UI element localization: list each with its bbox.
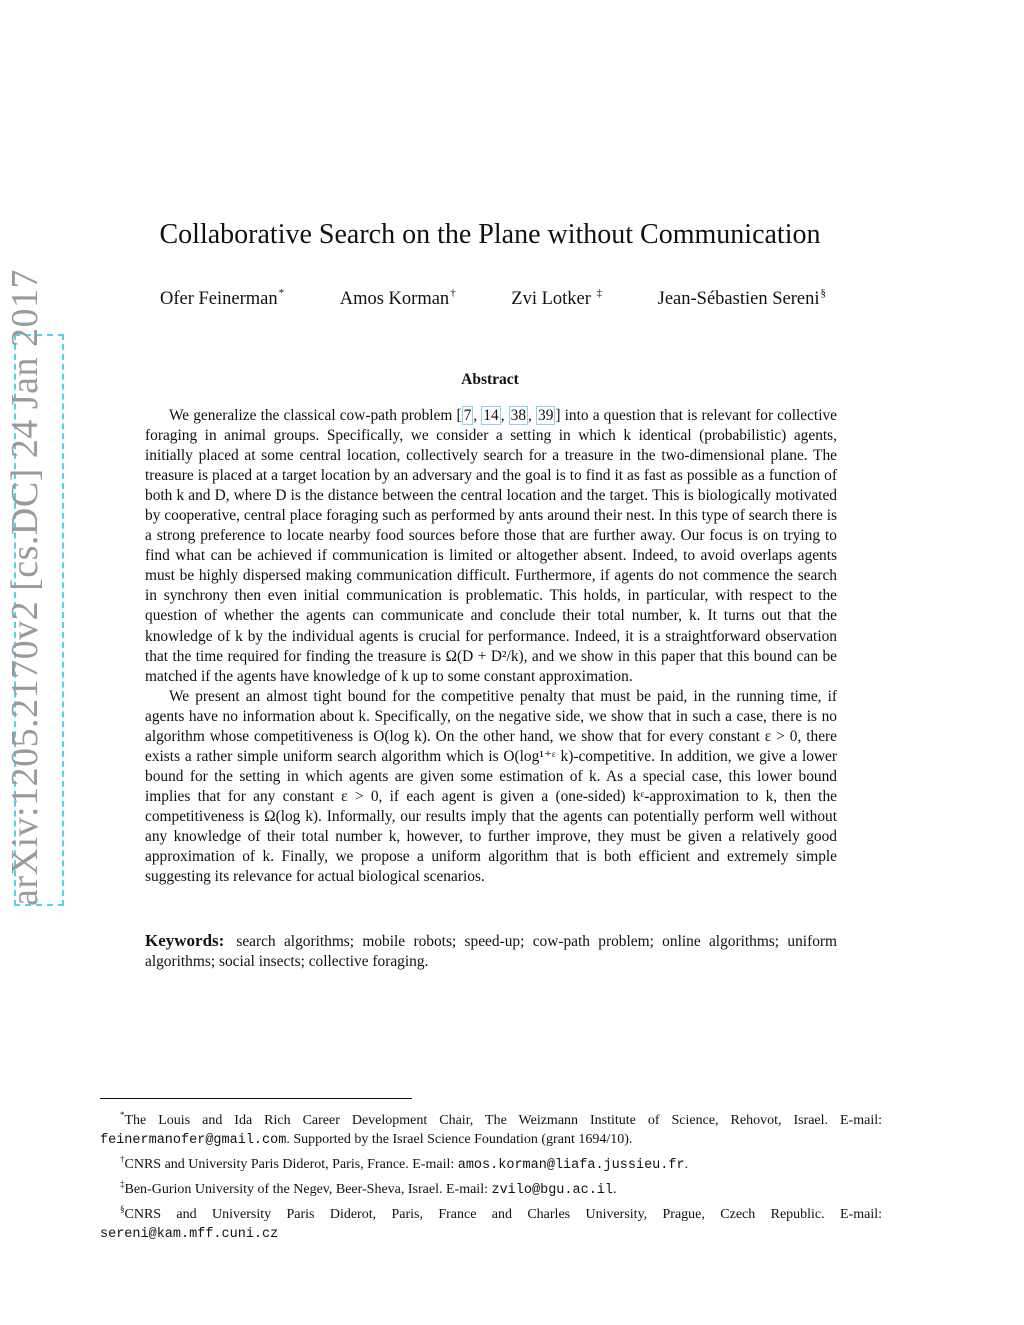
author: Zvi Lotker ‡ bbox=[511, 287, 603, 309]
keywords-label: Keywords: bbox=[145, 931, 225, 950]
email-link[interactable]: feinermanofer@gmail.com bbox=[100, 1133, 287, 1148]
author-list bbox=[100, 287, 880, 310]
citation-link[interactable]: 7 bbox=[463, 407, 472, 424]
author: Ofer Feinerman* bbox=[160, 287, 285, 309]
keywords-text: search algorithms; mobile robots; speed-up; cow-path problem; online algorithms; uniform algorithms; social insects; collective foraging. bbox=[145, 933, 837, 970]
arxiv-stamp: arXiv:1205.2170v2 [cs.DC] 24 Jan 2017 bbox=[4, 269, 46, 906]
footnote: †CNRS and University Paris Diderot, Paris, France. E-mail: amos.korman@liafa.jussieu.fr. bbox=[120, 1154, 689, 1173]
paper-title: Collaborative Search on the Plane without Communication bbox=[159, 219, 821, 250]
footnote-rule bbox=[100, 1098, 412, 1099]
email-link[interactable]: sereni@kam.mff.cuni.cz bbox=[100, 1227, 279, 1242]
email-link[interactable]: amos.korman@liafa.jussieu.fr bbox=[457, 1158, 685, 1173]
citation-link[interactable]: 14 bbox=[483, 407, 499, 424]
citation-link[interactable]: 38 bbox=[510, 407, 527, 424]
footnote: *The Louis and Ida Rich Career Development Chair, The Weizmann Institute of Science, Rehovot, Israel. E-mail: feinermanofer@gmail.com. Supported by the Israel Science Foundation (grant 1694/10). bbox=[100, 1110, 882, 1148]
author: Amos Korman† bbox=[339, 287, 456, 309]
footnote: ‡Ben-Gurion University of the Negev, Beer-Sheva, Israel. E-mail: zvilo@bgu.ac.il. bbox=[120, 1179, 617, 1198]
abstract-heading: Abstract bbox=[461, 371, 519, 388]
abstract-body bbox=[145, 406, 837, 887]
author: Jean-Sébastien Sereni§ bbox=[657, 287, 826, 309]
abstract-paragraph: We generalize the classical cow-path problem [ 7 , 14 , 38 , 39 ] into a question that is relevant for collective foraging in animal groups. Specifically, we consider a setting in which k identical (probabilistic) agents, initially placed at some central location, collectively search for a treasure in the two-dimensional plane. The treasure is placed at a target location by an adversary and the goal is to find it as fast as possible as a function of both k and D, where D is the distance between the central location and the target. This is biologically motivated by cooperative, central place foraging such as performed by ants around their nest. In this type of search there is a strong preference to locate nearby food sources before those that are further away. Our focus is on trying to find what can be achieved if communication is limited or altogether absent. Indeed, to avoid overlaps agents must be highly dispersed making communication difficult. Furthermore, if agents do not commence the search in synchrony then even initial communication is problematic. This holds, in particular, with respect to the question of whether the agents can communicate and conclude their total number, k. It turns out that the knowledge of k by the individual agents is crucial for performance. Indeed, it is a straightforward observation that the time required for finding the treasure is Ω(D + D²/k), and we show in this paper that this bound can be matched if the agents have knowledge of k up to some constant approximation. bbox=[145, 407, 838, 685]
abstract-paragraph: We present an almost tight bound for the competitive penalty that must be paid, in the running time, if agents have no information about k. Specifically, on the negative side, we show that in such a case, there is no algorithm whose competitiveness is O(log k). On the other hand, we show that for every constant ε > 0, there exists a rather simple uniform search algorithm which is O(log¹⁺ᵋ k)-competitive. In addition, we give a lower bound for the setting in which agents are given some estimation of k. As a special case, this lower bound implies that for any constant ε > 0, if each agent is given a (one-sided) kᵋ-approximation to k, then the competitiveness is Ω(log k). Informally, our results imply that the agents can potentially perform well without any knowledge of their total number k, however, to further improve, they must be given a relatively good approximation of k. Finally, we propose a uniform algorithm that is both efficient and extremely simple suggesting its relevance for actual biological scenarios. bbox=[145, 687, 837, 886]
keywords bbox=[145, 931, 837, 972]
footnote: §CNRS and University Paris Diderot, Paris, France and Charles University, Prague, Czech Republic. E-mail: sereni@kam.mff.cuni.cz bbox=[100, 1204, 882, 1242]
citation-link[interactable]: 39 bbox=[538, 407, 554, 424]
email-link[interactable]: zvilo@bgu.ac.il bbox=[491, 1183, 614, 1198]
footnotes bbox=[100, 1106, 882, 1244]
